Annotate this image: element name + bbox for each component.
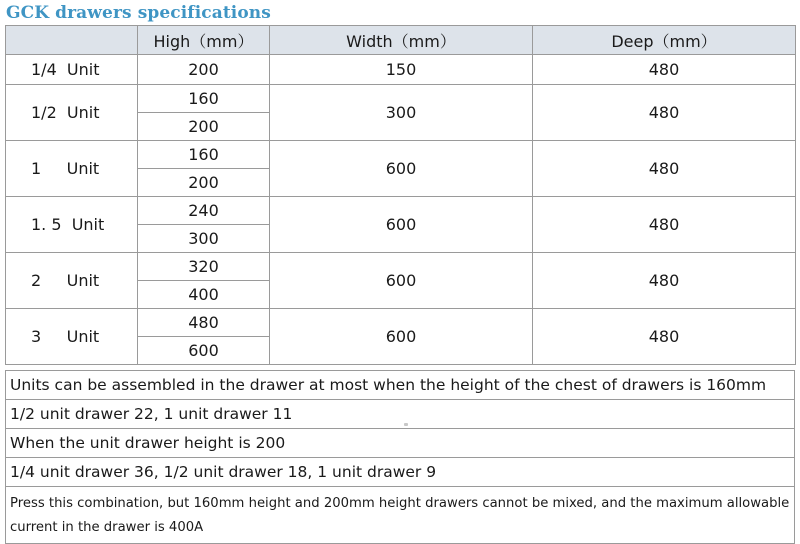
note-text: 1/4 unit drawer 36, 1/2 unit drawer 18, 1 unit drawer 9 [6, 458, 795, 487]
drawer-spec-table [5, 25, 796, 365]
page-title: GCK drawers specifications [6, 3, 271, 23]
header-high: High（mm） [138, 26, 270, 55]
note-row [6, 400, 795, 429]
high-cell: 320 [138, 253, 270, 281]
scan-speck [404, 423, 408, 426]
deep-cell: 480 [533, 141, 796, 197]
unit-cell: 2 Unit [6, 253, 138, 309]
high-cell: 300 [138, 225, 270, 253]
width-cell: 600 [270, 253, 533, 309]
high-cell: 160 [138, 141, 270, 169]
deep-cell: 480 [533, 55, 796, 85]
note-row [6, 429, 795, 458]
unit-cell: 3 Unit [6, 309, 138, 365]
note-row [6, 487, 795, 544]
header-unit [6, 26, 138, 55]
unit-cell: 1/2 Unit [6, 85, 138, 141]
high-cell: 480 [138, 309, 270, 337]
unit-cell: 1/4 Unit [6, 55, 138, 85]
table-row [6, 309, 796, 337]
table-row [6, 85, 796, 113]
note-text: Units can be assembled in the drawer at most when the height of the chest of drawers is 160mm [6, 371, 795, 400]
high-cell: 600 [138, 337, 270, 365]
header-width: Width（mm） [270, 26, 533, 55]
width-cell: 150 [270, 55, 533, 85]
deep-cell: 480 [533, 253, 796, 309]
width-cell: 300 [270, 85, 533, 141]
table-row [6, 141, 796, 169]
width-cell: 600 [270, 141, 533, 197]
table-row [6, 55, 796, 85]
deep-cell: 480 [533, 309, 796, 365]
note-row [6, 458, 795, 487]
high-cell: 160 [138, 85, 270, 113]
unit-cell: 1 Unit [6, 141, 138, 197]
header-deep: Deep（mm） [533, 26, 796, 55]
deep-cell: 480 [533, 85, 796, 141]
width-cell: 600 [270, 309, 533, 365]
high-cell: 240 [138, 197, 270, 225]
note-text: When the unit drawer height is 200 [6, 429, 795, 458]
high-cell: 200 [138, 113, 270, 141]
notes-table [5, 370, 795, 544]
unit-cell: 1. 5 Unit [6, 197, 138, 253]
high-cell: 200 [138, 55, 270, 85]
high-cell: 200 [138, 169, 270, 197]
deep-cell: 480 [533, 197, 796, 253]
high-cell: 400 [138, 281, 270, 309]
width-cell: 600 [270, 197, 533, 253]
header-row [6, 26, 796, 55]
note-row [6, 371, 795, 400]
table-row [6, 253, 796, 281]
table-row [6, 197, 796, 225]
note-text: Press this combination, but 160mm height and 200mm height drawers cannot be mixed, and the maximum allowable current in the drawer is 400A [6, 487, 795, 544]
note-text: 1/2 unit drawer 22, 1 unit drawer 11 [6, 400, 795, 429]
